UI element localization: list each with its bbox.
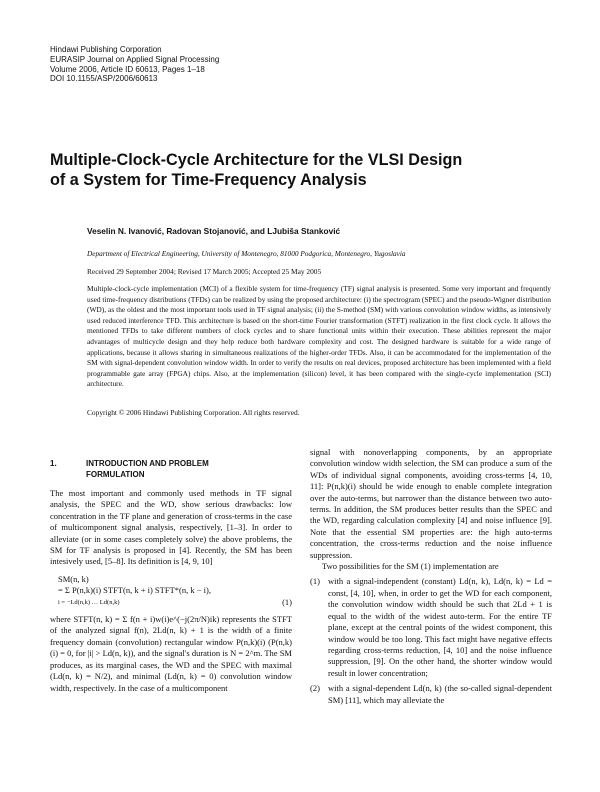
publisher: Hindawi Publishing Corporation	[50, 45, 162, 54]
section-number: 1.	[50, 459, 57, 468]
section-title-line-2: FORMULATION	[86, 470, 145, 479]
equation-1	[58, 574, 292, 608]
authors: Veselin N. Ivanović, Radovan Stojanović, and LJubiša Stanković	[87, 226, 341, 236]
abstract: Multiple-clock-cycle implementation (MCI) of a flexible system for time-frequency (TF) signal analysis is presented. Some very important and frequently used time-frequency distributions (TFDs) can be realized by using the proposed architecture: (i) the spectrogram (SPEC) and the pseudo-Wigner distribution (WD), as the oldest and the most important tools used in TF signal analysis; (ii) the S-method (SM) with various convolution window widths, as intensively used reduced interference TFD. This architecture is based on the short-time Fourier transformation (STFT) realization in the first clock cycle. It allows the mentioned TFDs to take different numbers of clock cycles and to share functional units within their execution. These abilities represent the major advantages of multicycle design and they help reduce both hardware complexity and cost. The designed hardware is suitable for a wide range of applications, because it allows sharing in simultaneous realizations of the higher-order TFDs. Also, it can be accommodated for the implementation of the SM with signal-dependent convolution window width. In order to verify the results on real devices, proposed architecture has been implemented with a field programmable gate array (FPGA) chips. Also, at the implementation (silicon) level, it has been compared with the single-cycle implementation (SCI) architecture.	[87, 284, 551, 389]
intro-paragraph-2: where STFT(n, k) = Σ f(n + i)w(i)e^(−j(2π/N)ik) represents the STFT of the analyzed signal f(n), 2Ld(n, k) + 1 is the width of a finite frequency domain (convolution) rectangular window P(n,k)(i) (P(n,k)(i) = 0, for |i| > Ld(n, k)), and the signal's duration is N = 2^m. The SM produces, as its marginal cases, the WD and the SPEC with maximal (Ld(n, k) = N/2), and minimal (Ld(n, k) = 0) convolution window width, respectively. In the case of a multicomponent	[50, 614, 292, 693]
journal-header	[50, 45, 219, 84]
list-item-marker: (2)	[310, 683, 320, 694]
copyright: Copyright © 2006 Hindawi Publishing Corporation. All rights reserved.	[87, 408, 300, 417]
list-item-marker: (1)	[310, 576, 320, 587]
list-item-text: with a signal-independent (constant) Ld(n, k), Ld(n, k) = Ld = const, [4, 10], when, in order to get the WD for each component, the convolution window width should be such that 2Ld + 1 is equal to the width of the widest auto-term. For the entire TF plane, except at the central points of the widest component, this window would be too long. This fact might have negative effects regarding cross-terms reduction, [4, 10] and the noise influence suppression, [9]. On the other hand, the shorter window would result in lower concentration;	[328, 576, 552, 678]
left-column	[50, 456, 292, 694]
affiliation: Department of Electrical Engineering, University of Montenegro, 81000 Podgorica, Montenegro, Yugoslavia	[87, 249, 406, 258]
section-heading	[50, 458, 292, 480]
section-title	[86, 458, 209, 480]
received-dates: Received 29 September 2004; Revised 17 March 2005; Accepted 25 May 2005	[87, 267, 322, 276]
equation-rhs: = Σ P(n,k)(i) STFT(n, k + i) STFT*(n, k − i),	[58, 585, 211, 596]
section-title-line-1: INTRODUCTION AND PROBLEM	[86, 459, 209, 468]
paper-title	[50, 150, 550, 190]
right-column	[310, 447, 552, 710]
list-item-text: with a signal-dependent Ld(n, k) (the so-called signal-dependent SM) [11], which may alleviate the	[328, 683, 552, 705]
equation-limits: i = −Ld(n,k) … Ld(n,k)	[58, 598, 120, 606]
equation-lhs: SM(n, k)	[58, 573, 89, 584]
title-line-2: of a System for Time-Frequency Analysis	[50, 171, 367, 189]
list-item	[310, 576, 552, 679]
implementation-list	[310, 576, 552, 705]
right-paragraph-2: Two possibilities for the SM (1) implementation are	[322, 561, 499, 572]
doi: DOI 10.1155/ASP/2006/60613	[50, 74, 158, 84]
equation-number: (1)	[282, 596, 292, 607]
volume-info: Volume 2006, Article ID 60613, Pages 1–18	[50, 64, 205, 74]
right-paragraph-1: signal with nonoverlapping components, by an appropriate convolution window width selection, the SM can produce a sum of the WDs of individual signal components, avoiding cross-terms [4, 10, 11]: P(n,k)(i) should be wide enough to enable complete integration over the auto-terms, but narrower than the distance between two auto-terms. In addition, the SM produces better results than the SPEC and the WD, regarding calculation complexity [4] and noise influence [9]. Note that the essential SM properties are: the high auto-terms concentration, the cross-terms reduction and the noise influence suppression.	[310, 447, 552, 560]
title-line-1: Multiple-Clock-Cycle Architecture for the VLSI Design	[50, 151, 463, 169]
list-item	[310, 683, 552, 706]
intro-paragraph-1: The most important and commonly used methods in TF signal analysis, the SPEC and the WD, show serious drawbacks: low concentration in the TF plane and generation of cross-terms in the case of multicomponent signal analysis, respectively, [1–3]. In order to alleviate (or in some cases completely solve) the above problems, the SM for TF analysis is proposed in [4]. Recently, the SM has been intesively used, [5–8]. Its definition is [4, 9, 10]	[50, 488, 292, 567]
journal-name: EURASIP Journal on Applied Signal Processing	[50, 54, 220, 64]
